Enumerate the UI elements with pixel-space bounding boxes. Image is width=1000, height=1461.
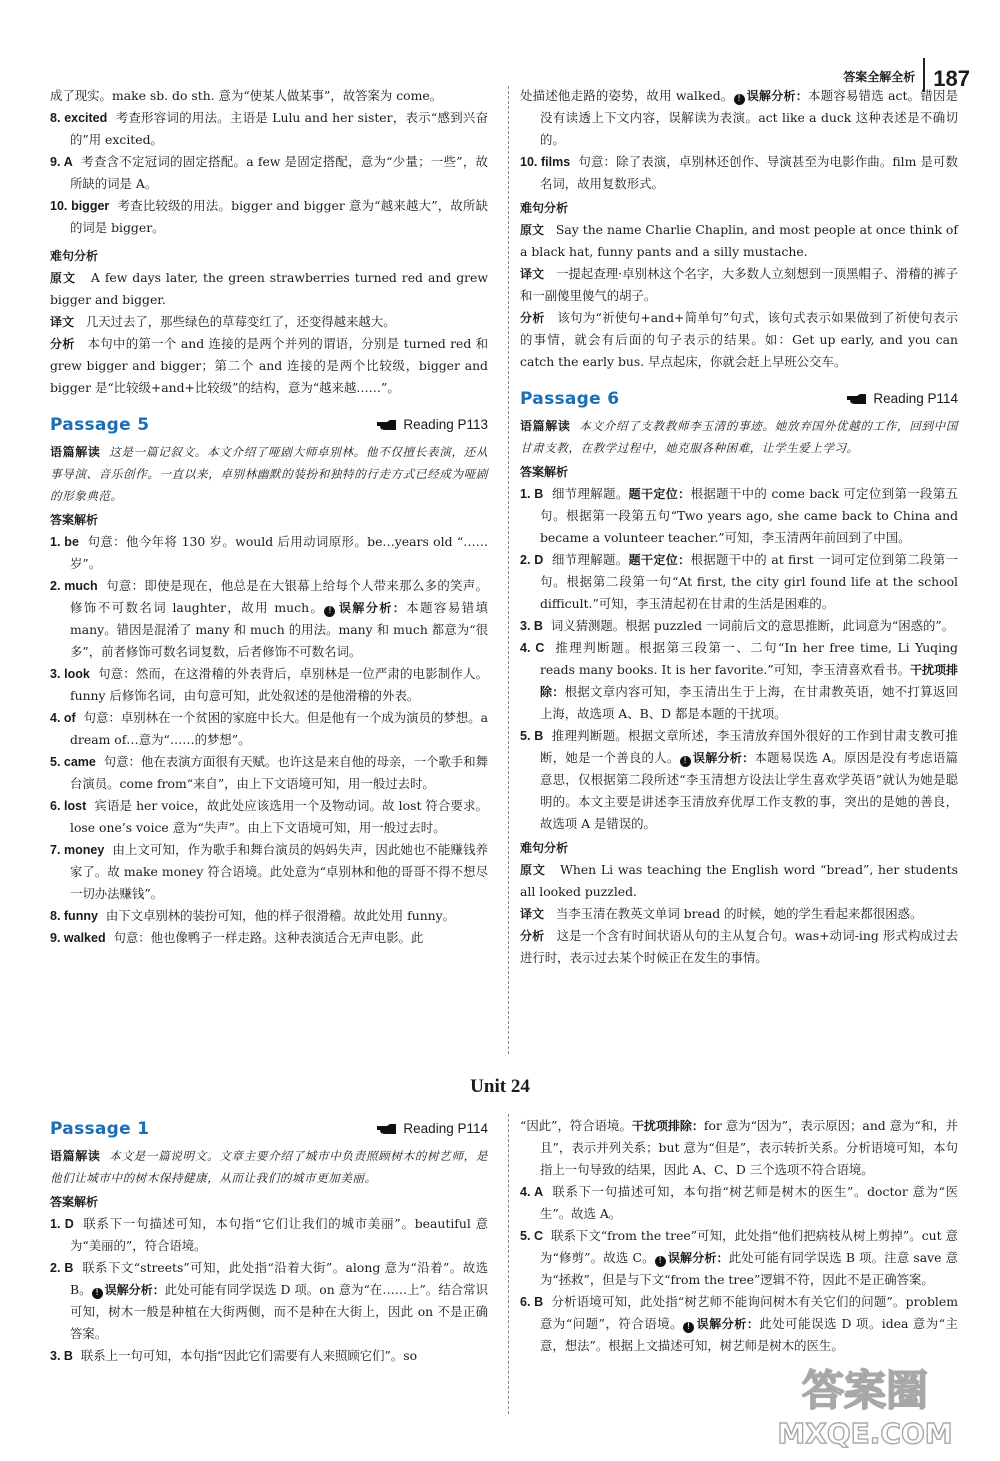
answer-item: 2. D 细节理解题。题干定位：根据题干中的 at first 一词可定位到第二段第一句。根据第二段第一句“At first, the city girl found life at the school difficult.”可知，李玉清起初在甘肃的生活是困难的。 — [520, 552, 958, 611]
passage-intro: 语篇解读 本文介绍了支教教师李玉清的事迹。她放弃国外优越的工作，回到中国甘肃支教，在教学过程中，她克服各种困难，让学生爱上学习。 — [520, 419, 958, 455]
reading-reference: Reading P114 — [847, 388, 958, 410]
reading-reference: Reading P113 — [377, 414, 488, 436]
answer-item: 3. B 联系上一句可知，本句指“因此它们需要有人来照顾它们”。so — [50, 1348, 418, 1363]
answer-item: 6. B 分析语境可知，此处指“树艺师不能询问树木有关它们的问题”。problem 意为“问题”，符合语境。 ! 误解分析：此处可能误选 D 项。idea 意为“主意，想法”。根据上文描述可知，树艺师是树木的医生。 — [520, 1294, 958, 1353]
passage-intro: 语篇解读 这是一篇记叙文。本文介绍了哑剧大师卓别林。他不仅擅长表演，还从事导演、音乐创作。一直以来，卓别林幽默的装扮和独特的行走方式已经成为哑剧的形象典范。 — [50, 445, 488, 503]
top-right-column — [520, 85, 958, 969]
answer-item: 1. D 联系下一句描述可知，本句指“它们让我们的城市美丽”。beautiful 意为“美丽的”，符合语境。 — [50, 1216, 488, 1253]
bottom-right-column — [520, 1115, 958, 1357]
passage-title: Passage 6 — [520, 389, 620, 409]
unit-title: Unit 24 — [470, 1076, 530, 1097]
passage-5-header — [50, 413, 488, 437]
watermark-line1: 答案圈 — [801, 1366, 929, 1415]
warning-icon: ! — [680, 756, 691, 767]
warning-icon: ! — [92, 1288, 103, 1299]
passage-title: Passage 1 — [50, 1119, 150, 1139]
difficult-sentence-heading: 难句分析 — [520, 841, 569, 855]
answer-item: 2. much 句意：即使是现在，他总是在大银幕上给每个人带来那么多的笑声。修饰不可数名词 laughter，故用 much。 ! 误解分析：本题容易错填 many。错因是混淆了 many 和 much 的用法。many 和 much 都意为“很多”，前者修饰可数名词复数，后者修饰不可数名词。 — [50, 578, 488, 659]
answer-item: 5. came 句意：他在表演方面很有天赋。也许这是来自他的母亲，一个歌手和舞台演员。come from“来自”，由上下文语境可知，用一般过去时。 — [50, 754, 488, 791]
answer-item: 4. C 推理判断题。根据第三段第一、二句“In her free time, Li Yuqing reads many books. It is her favorite.”可知，李玉清喜欢看书。干扰项排除：根据文章内容可知，李玉清出生于上海，在甘肃教英语，她不打算返回上海，故选项 A、B、D 都是本题的干扰项。 — [520, 640, 958, 721]
pointing-hand-icon — [377, 419, 397, 431]
warning-icon: ! — [655, 1256, 666, 1267]
bottom-left-column — [50, 1107, 488, 1367]
warning-icon: ! — [734, 94, 745, 105]
watermark-logo — [750, 1353, 980, 1453]
answer-item: 3. look 句意：然而，在这滑稽的外表背后，卓别林是一位严肃的电影制作人。funny 后修饰名词，由句意可知，此处叙述的是他滑稽的外表。 — [50, 666, 488, 703]
answer-item: 8. excited 考查形容词的用法。主语是 Lulu and her sister，表示“感到兴奋的”用 excited。 — [50, 110, 488, 147]
warning-icon: ! — [324, 606, 335, 617]
translation: 译文 一提起查理·卓别林这个名字，大多数人立刻想到一顶黑帽子、滑稽的裤子和一副傻里傻气的胡子。 — [520, 266, 958, 303]
warning-icon: ! — [683, 1322, 694, 1333]
answer-item: 3. B 词义猜测题。根据 puzzled 一词前后文的意思推断，此词意为“困惑的”。 — [520, 618, 955, 633]
answer-item: 5. C 联系下文“from the tree”可知，此处指“他们把病枝从树上剪掉”。cut 意为“修剪”。故选 C。 ! 误解分析：此处可能有同学误选 B 项。注意 save 意为“拯救”，但是与下文“from the tree”逻辑不符，因此不是正确答案。 — [520, 1228, 958, 1287]
translation: 译文 当李玉清在教英文单词 bread 的时候，她的学生看起来都很困惑。 — [520, 906, 923, 921]
pointing-hand-icon — [377, 1123, 397, 1135]
top-left-column — [50, 85, 488, 949]
answers-heading: 答案解析 — [520, 465, 569, 479]
answer-item: 5. B 推理判断题。根据文章所述，李玉清放弃国外很好的工作到甘肃支教可推断，她是一个善良的人。 ! 误解分析：本题易误选 A。原因是没有考虑语篇意思，仅根据第二段所述“李玉清想方设法让学生喜欢学英语”就认为她是聪明的。本文主要是讲述李玉清放弃优厚工作支教的事，突出的是她的善良，故选项 A 是错误的。 — [520, 728, 958, 831]
answer-item: 成了现实。make sb. do sth. 意为“使某人做某事”，故答案为 come。 — [50, 88, 443, 103]
passage-title: Passage 5 — [50, 415, 150, 435]
answers-heading: 答案解析 — [50, 513, 99, 527]
answer-item: “因此”，符合语境。干扰项排除：for 意为“因为”，表示原因；and 意为“和，并且”，表示并列关系；but 意为“但是”，表示转折关系。分析语境可知，本句指上一句导致的结果，因此 A、C、D 三个选项不符合语境。 — [520, 1118, 958, 1177]
difficult-sentence-heading: 难句分析 — [520, 201, 569, 215]
answer-item: 10. bigger 考查比较级的用法。bigger and bigger 意为“越来越大”，故所缺的词是 bigger。 — [50, 198, 488, 235]
page-number: 187 — [933, 66, 970, 91]
answers-heading: 答案解析 — [50, 1195, 99, 1209]
column-divider-top — [508, 86, 509, 1054]
watermark-line2: MXQE.COM — [777, 1417, 953, 1450]
translation: 译文 几天过去了，那些绿色的草莓变红了，还变得越来越大。 — [50, 314, 396, 329]
answer-item: 处描述他走路的姿势，故用 walked。 ! 误解分析：本题容易错选 act。错因是没有读透上下文内容，误解读为表演。act like a duck 这种表述是不确切的。 — [520, 88, 958, 147]
analysis: 分析 这是一个含有时间状语从句的主从复合句。was+动词-ing 形式构成过去进行时，表示过去某个时候正在发生的事情。 — [520, 928, 958, 965]
analysis: 分析 本句中的第一个 and 连接的是两个并列的谓语，分别是 turned red 和 grew bigger and bigger；第二个 and 连接的是两个比较级，bigger and bigger 是“比较级+and+比较级”的结构，意为“越来越……”。 — [50, 336, 488, 395]
answer-item: 9. A 考查含不定冠词的固定搭配。a few 是固定搭配，意为“少量；一些”，故所缺的词是 A。 — [50, 154, 488, 191]
header-title: 答案全解全析 — [843, 70, 916, 84]
reading-reference: Reading P114 — [377, 1118, 488, 1140]
passage-6-header — [520, 387, 958, 411]
answer-item: 7. money 由上文可知，作为歌手和舞台演员的妈妈失声，因此她也不能赚钱养家了。故 make money 符合语境。此处意为“卓别林和他的哥哥不得不想尽一切办法赚钱”。 — [50, 842, 488, 901]
original-sentence: 原文 Say the name Charlie Chaplin, and most people at once think of a black hat, funny pants and a silly mustache. — [520, 222, 958, 259]
answer-item: 6. lost 宾语是 her voice，故此处应该选用一个及物动词。故 lost 符合要求。lose one’s voice 意为“失声”。由上下文语境可知，用一般过去时。 — [50, 798, 488, 835]
answer-item: 1. B 细节理解题。题干定位：根据题干中的 come back 可定位到第一段第五句。根据第一段第五句“Two years ago, she came back to China and became a volunteer teacher.”可知，李玉清两年前回到了中国。 — [520, 486, 958, 545]
answer-item: 4. A 联系下一句描述可知，本句指“树艺师是树木的医生”。doctor 意为“医生”。故选 A。 — [520, 1184, 958, 1221]
unit24-passage-1-header — [50, 1117, 488, 1141]
original-sentence: 原文 When Li was teaching the English word “bread”, her students all looked puzzled. — [520, 862, 958, 899]
answer-item: 10. films 句意：除了表演，卓别林还创作、导演甚至为电影作曲。film 是可数名词，故用复数形式。 — [520, 154, 958, 191]
answer-item: 4. of 句意：卓别林在一个贫困的家庭中长大。但是他有一个成为演员的梦想。a dream of…意为“……的梦想”。 — [50, 710, 488, 747]
passage-intro: 语篇解读 本文是一篇说明文。文章主要介绍了城市中负责照顾树木的树艺师，是他们让城市中的树木保持健康，从而让我们的城市更加美丽。 — [50, 1149, 488, 1185]
answer-item: 8. funny 由下文卓别林的装扮可知，他的样子很滑稽。故此处用 funny。 — [50, 908, 456, 923]
original-sentence: 原文 A few days later, the green strawberries turned red and grew bigger and bigger. — [50, 270, 488, 307]
pointing-hand-icon — [847, 393, 867, 405]
analysis: 分析 该句为“祈使句+and+简单句”句式，该句式表示如果做到了祈使句表示的事情，就会有后面的句子表示的结果。如：Get up early, and you can catch the early bus. 早点起床，你就会赶上早班公交车。 — [520, 310, 958, 369]
answer-item: 1. be 句意：他今年将 130 岁。would 后用动词原形。be…years old “……岁”。 — [50, 534, 488, 571]
answer-item: 2. B 联系下文“streets”可知，此处指“沿着大街”。along 意为“沿着”。故选 B。 ! 误解分析：此处可能有同学误选 D 项。on 意为“在……上”。结合常识可知，树木一般是种植在大街两侧，而不是种在大街上，因此 on 不是正确答案。 — [50, 1260, 488, 1341]
column-divider-bottom — [508, 1114, 509, 1414]
difficult-sentence-heading: 难句分析 — [50, 249, 99, 263]
answer-item: 9. walked 句意：他也像鸭子一样走路。这种表演适合无声电影。此 — [50, 930, 424, 945]
